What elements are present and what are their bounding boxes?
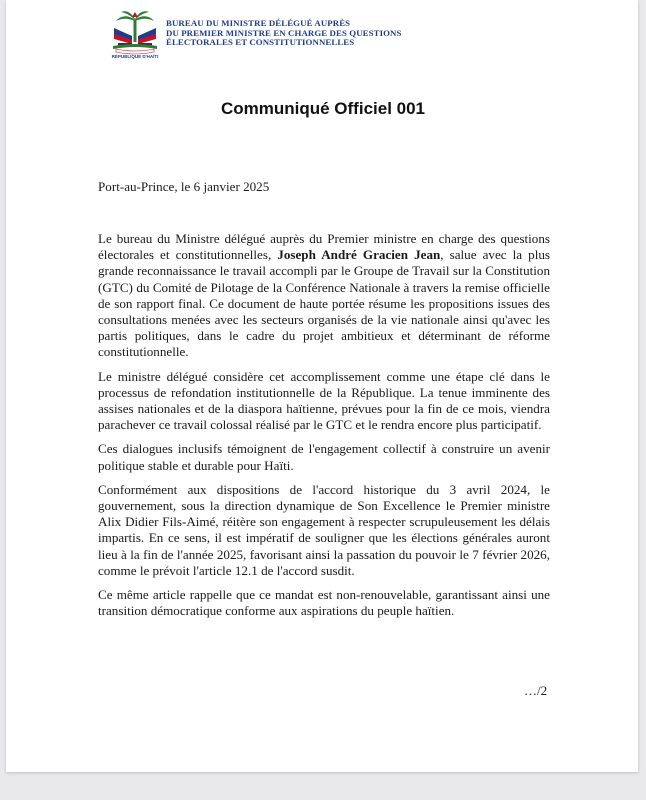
ministry-name <box>166 19 402 48</box>
document-title: Communiqué Officiel 001 <box>220 99 426 118</box>
paragraph-text: , salue avec la plus grande reconnaissance le travail accompli par le Groupe de Travail sur la Constitution (GTC) du Comité de Pilotage de la Conférence Nationale à travers la remise officielle de son rapport final. Ce document de haute portée résume les propositions issues des consultations menées avec les secteurs organisés de la vie nationale ainsi qu'avec les partis politiques, dans le cadre du projet ambitieux et déterminant de réforme constitutionnelle. <box>98 247 551 360</box>
paragraph: Ces dialogues inclusifs témoignent de l'engagement collectif à construire un avenir politique stable et durable pour Haïti. <box>98 441 550 473</box>
paragraph <box>98 231 550 361</box>
paragraph: Le ministre délégué considère cet accomplissement comme une étape clé dans le processus de refondation institutionnelle de la République. La tenue imminente des assises nationales et de la diaspora haïtienne, prévues pour la fin de ce mois, viendra parachever ce travail colossal réalisé par le GTC et le rendra encore plus participatif. <box>98 368 550 433</box>
letterhead <box>110 8 410 58</box>
ministry-line: ÉLECTORALES ET CONSTITUTIONNELLES <box>166 37 355 48</box>
ministry-line: DU PREMIER MINISTRE EN CHARGE DES QUESTIONS <box>166 27 402 38</box>
paragraph-text: Le bureau du Ministre délégué auprès du Premier ministre en charge des questions électorales et constitutionnelles, <box>98 231 550 263</box>
place-date: Port-au-Prince, le 6 janvier 2025 <box>98 179 270 194</box>
minister-name: Joseph André Gracien Jean <box>277 247 441 263</box>
page-continuation-marker: …/2 <box>524 683 548 698</box>
ministry-line: BUREAU DU MINISTRE DÉLÉGUÉ AUPRÈS <box>166 18 351 28</box>
emblem-caption: RÉPUBLIQUE D'HAÏTI <box>111 54 159 59</box>
communique-body <box>98 231 550 627</box>
haiti-coat-of-arms-icon <box>110 8 160 56</box>
paragraph: Ce même article rappelle que ce mandat est non-renouvelable, garantissant ainsi une transition démocratique conforme aux aspirations du peuple haïtien. <box>98 587 550 619</box>
paragraph: Conformément aux dispositions de l'accord historique du 3 avril 2024, le gouvernement, sous la direction dynamique de Son Excellence le Premier ministre Alix Didier Fils-Aimé, réitère son engagement à respecter scrupuleusement les délais impartis. En ce sens, il est impératif de souligner que les élections générales auront lieu à la fin de l'année 2025, favorisant ainsi la passation du pouvoir le 7 février 2026, comme le prévoit l'article 12.1 de l'accord susdit. <box>98 481 550 578</box>
